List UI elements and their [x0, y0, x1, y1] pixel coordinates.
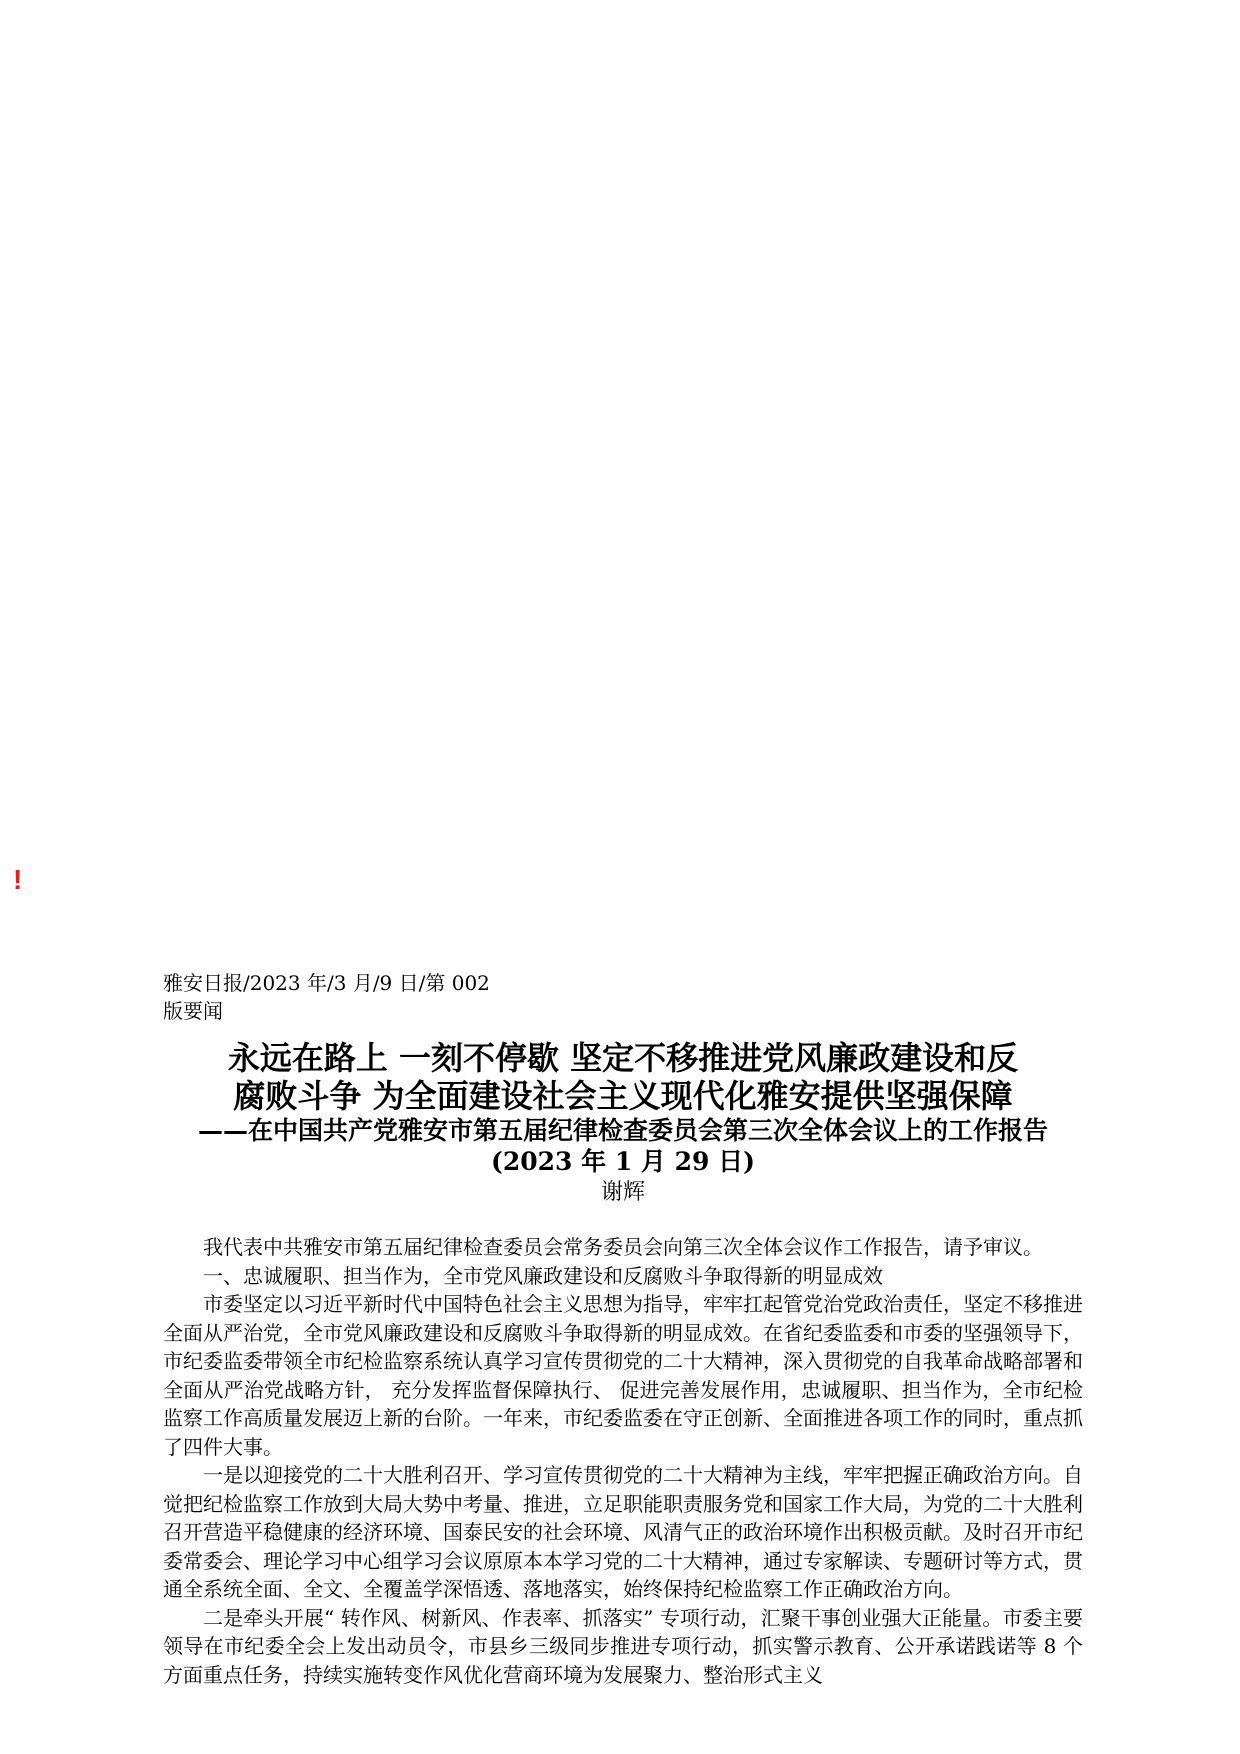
section-label: 版要闻 — [163, 999, 223, 1023]
source-line: 雅安日报/2023 年/3 月/9 日/第 002 — [163, 971, 490, 995]
article-title — [163, 1039, 1083, 1115]
article-body — [163, 1233, 1083, 1689]
article-title-line-2: 腐败斗争 为全面建设社会主义现代化雅安提供坚强保障 — [233, 1077, 1013, 1115]
paragraph: 我代表中共雅安市第五届纪律检查委员会常务委员会向第三次全体会议作工作报告，请予审议。 — [203, 1235, 1043, 1259]
article-subtitle: ——在中国共产党雅安市第五届纪律检查委员会第三次全体会议上的工作报告 — [197, 1116, 1048, 1145]
paragraph: 二是牵头开展“ 转作风、树新风、作表率、抓落实” 专项行动，汇聚干事创业强大正能量。市委主要领导在市纪委全会上发出动员令，市县乡三级同步推进专项行动，抓实警示教育、公开承诺践诺等 8 个方面重点任务，持续实施转变作风优化营商环境为发展聚力、整治形式主义 — [163, 1605, 1083, 1687]
report-date: (2023 年 1 月 29 日) — [491, 1147, 755, 1176]
article-title-line-1: 永远在路上 一刻不停歇 坚定不移推进党风廉政建设和反 — [227, 1039, 1019, 1077]
paragraph: 市委坚定以习近平新时代中国特色社会主义思想为指导，牢牢扛起管党治党政治责任，坚定不移推进全面从严治党，全市党风廉政建设和反腐败斗争取得新的明显成效。在省纪委监委和市委的坚强领导下，市纪委监委带领全市纪检监察系统认真学习宣传贯彻党的二十大精神，深入贯彻党的自我革命战略部署和全面从严治党战略方针， 充分发挥监督保障执行、 促进完善发展作用，忠诚履职、担当作为，全市纪检监察工作高质量发展迈上新的台阶。一年来，市纪委监委在守正创新、全面推进各项工作的同时，重点抓了四件大事。 — [163, 1292, 1083, 1459]
red-exclamation-mark: ! — [13, 864, 23, 895]
paragraph: 一、忠诚履职、担当作为，全市党风廉政建设和反腐败斗争取得新的明显成效 — [203, 1263, 883, 1288]
article — [163, 969, 1083, 1689]
paragraph: 一是以迎接党的二十大胜利召开、学习宣传贯彻党的二十大精神为主线，牢牢把握正确政治方向。自觉把纪检监察工作放到大局大势中考量、推进，立足职能职责服务党和国家工作大局，为党的二十大胜利召开营造平稳健康的经济环境、国泰民安的社会环境、风清气正的政治环境作出积极贡献。及时召开市纪委常委会、理论学习中心组学习会议原原本本学习党的二十大精神，通过专家解读、专题研讨等方式，贯通全系统全面、全文、全覆盖学深悟透、落地落实，始终保持纪检监察工作正确政治方向。 — [163, 1463, 1083, 1601]
author-name: 谢辉 — [600, 1180, 645, 1205]
